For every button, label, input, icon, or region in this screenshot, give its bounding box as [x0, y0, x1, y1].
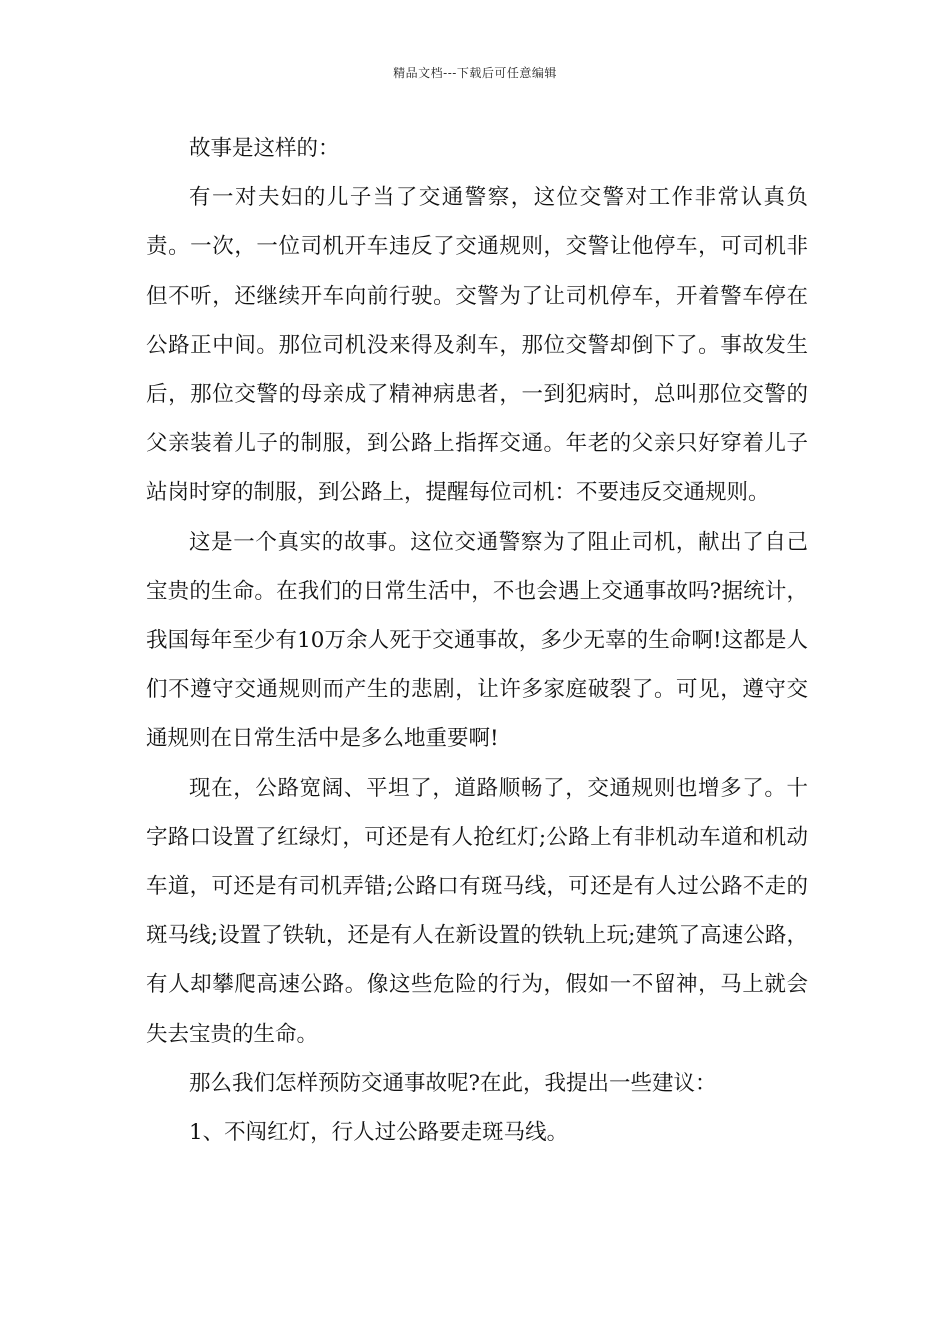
paragraph: 1、不闯红灯，行人过公路要走斑马线。: [189, 1120, 569, 1146]
paragraph: 这是一个真实的故事。这位交通警察为了阻止司机，献出了自己宝贵的生命。在我们的日常生活中，不也会遇上交通事故吗?据统计，我国每年至少有10万余人死于交通事故，多少无辜的生命啊!这都是人们不遵守交通规则而产生的悲剧，让许多家庭破裂了。可见，遵守交通规则在日常生活中是多么地重要啊!: [146, 529, 808, 752]
page-header: 精品文档---下载后可任意编辑: [393, 66, 557, 80]
paragraph: 有一对夫妇的儿子当了交通警察，这位交警对工作非常认真负责。一次，一位司机开车违反了交通规则，交警让他停车，可司机非但不听，还继续开车向前行驶。交警为了让司机停车，开着警车停在公路正中间。那位司机没来得及刹车，那位交警却倒下了。事故发生后，那位交警的母亲成了精神病患者，一到犯病时，总叫那位交警的父亲装着儿子的制服，到公路上指挥交通。年老的父亲只好穿着儿子站岗时穿的制服，到公路上，提醒每位司机：不要违反交通规则。: [146, 185, 808, 506]
paragraph: 现在，公路宽阔、平坦了，道路顺畅了，交通规则也增多了。十字路口设置了红绿灯，可还是有人抢红灯;公路上有非机动车道和机动车道，可还是有司机弄错;公路口有斑马线，可还是有人过公路不走的斑马线;设置了铁轨，还是有人在新设置的铁轨上玩;建筑了高速公路，有人却攀爬高速公路。像这些危险的行为，假如一不留神，马上就会失去宝贵的生命。: [146, 775, 808, 1047]
paragraph: 那么我们怎样预防交通事故呢?在此，我提出一些建议：: [189, 1070, 717, 1096]
paragraph: 故事是这样的：: [189, 136, 340, 161]
document-body: [146, 124, 808, 1157]
